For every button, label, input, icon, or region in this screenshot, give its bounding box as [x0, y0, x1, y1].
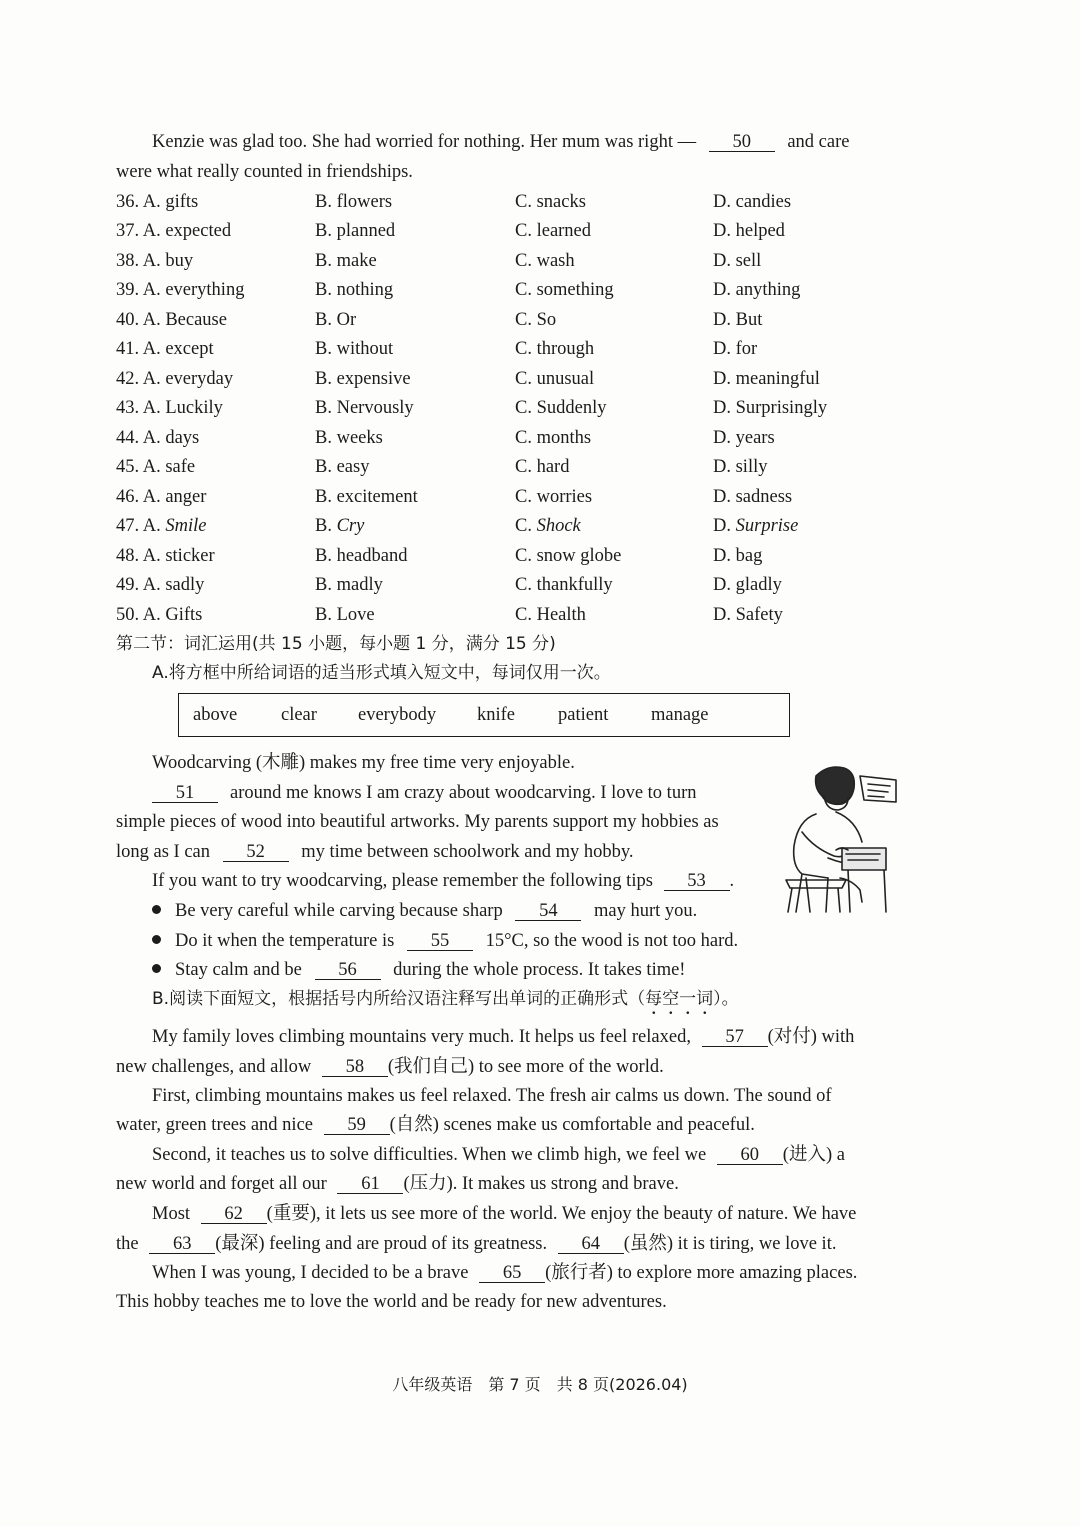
instruction-text: B.阅读下面短文，根据括号内所给汉语注释写出单词的正确形式（: [152, 989, 646, 1009]
option-b: B. headband: [315, 546, 408, 566]
option-d: D. Safety: [713, 605, 783, 625]
blank-60: 60: [717, 1146, 783, 1165]
passage-line: [116, 1172, 906, 1196]
passage-text: (压力). It makes us strong and brave.: [403, 1174, 679, 1194]
tip-text: during the whole process. It takes time!: [393, 960, 686, 980]
woodcarving-boy-illustration: [776, 762, 900, 914]
passage-text: new world and forget all our: [116, 1174, 327, 1194]
option-row: [116, 307, 916, 333]
option-number: 47. A.: [116, 516, 161, 536]
option-b: B. flowers: [315, 192, 393, 212]
tip-bullet: [152, 958, 942, 982]
blank-61: 61: [337, 1175, 403, 1194]
option-c: C. Suddenly: [515, 398, 607, 418]
blank-50: 50: [709, 133, 775, 152]
passage-text: Most: [152, 1204, 191, 1224]
option-c: C. So: [515, 310, 557, 330]
option-b: B. weeks: [315, 428, 383, 448]
passage-text: my time between schoolwork and my hobby.: [301, 842, 634, 862]
passage-line: simple pieces of wood into beautiful artworks. My parents support my hobbies as: [116, 812, 719, 832]
tip-bullet: [152, 929, 942, 953]
option-c: C. Health: [515, 605, 586, 625]
blank-55: 55: [407, 932, 473, 951]
option-row: [116, 366, 916, 392]
option-b: [315, 513, 364, 539]
option-d: D. candies: [713, 192, 792, 212]
option-b: B. make: [315, 251, 377, 271]
option-a: 37. A. expected: [116, 221, 232, 241]
option-d: [713, 513, 798, 539]
blank-53: 53: [664, 872, 730, 891]
passage-line: [152, 1202, 942, 1226]
passage-line: [116, 1113, 906, 1137]
option-word: Cry: [336, 516, 365, 536]
option-a: 42. A. everyday: [116, 369, 234, 389]
tip-text: Be very careful while carving because sharp: [175, 901, 503, 921]
passage-text: If you want to try woodcarving, please remember the following tips: [152, 871, 653, 891]
option-d: D. silly: [713, 457, 768, 477]
passage-text: .: [729, 871, 735, 891]
blank-58: 58: [322, 1058, 388, 1077]
instruction-text: ）。: [713, 989, 739, 1009]
part-a-instruction: A.将方框中所给词语的适当形式填入短文中，每词仅用一次。: [152, 663, 611, 683]
option-c: C. snow globe: [515, 546, 622, 566]
option-c: C. something: [515, 280, 614, 300]
option-d: D. for: [713, 339, 758, 359]
passage-text: Kenzie was glad too. She had worried for nothing. Her mum was right —: [152, 132, 697, 152]
option-b: B. madly: [315, 575, 383, 595]
option-c: C. learned: [515, 221, 592, 241]
blank-51: 51: [152, 784, 218, 803]
tip-text: may hurt you.: [593, 901, 698, 921]
option-d: D. anything: [713, 280, 801, 300]
box-word: clear: [281, 705, 317, 725]
option-b: B. Love: [315, 605, 375, 625]
option-row: [116, 454, 916, 480]
blank-52: 52: [223, 843, 289, 862]
option-d: D. sell: [713, 251, 762, 271]
option-c: C. thankfully: [515, 575, 613, 595]
blank-62: 62: [201, 1205, 267, 1224]
passage-text: long as I can: [116, 842, 211, 862]
option-b: B. nothing: [315, 280, 394, 300]
option-row: [116, 513, 916, 539]
passage-text: the: [116, 1234, 139, 1254]
tip-text: Do it when the temperature is: [175, 931, 395, 951]
passage-text: Second, it teaches us to solve difficulties. When we climb high, we feel we: [152, 1145, 707, 1165]
instruction-emphasis: 每空一词: [645, 989, 714, 1009]
option-word: Smile: [165, 516, 207, 536]
option-a: 48. A. sticker: [116, 546, 215, 566]
option-a: 45. A. safe: [116, 457, 196, 477]
option-a: 46. A. anger: [116, 487, 207, 507]
option-a: 44. A. days: [116, 428, 200, 448]
bullet-icon: [152, 964, 161, 973]
option-b: B. planned: [315, 221, 396, 241]
option-c: C. unusual: [515, 369, 595, 389]
blank-56: 56: [315, 961, 381, 980]
blank-65: 65: [479, 1264, 545, 1283]
passage-line: [152, 1261, 942, 1285]
passage-text: water, green trees and nice: [116, 1115, 313, 1135]
option-b: B. excitement: [315, 487, 418, 507]
blank-63: 63: [149, 1235, 215, 1254]
option-c: C. through: [515, 339, 595, 359]
blank-64: 64: [558, 1235, 624, 1254]
option-row: [116, 572, 916, 598]
option-row: [116, 395, 916, 421]
passage-text: (对付) with: [767, 1027, 855, 1047]
passage-text: (旅行者) to explore more amazing places.: [545, 1263, 858, 1283]
option-d: D. meaningful: [713, 369, 820, 389]
option-c: C. worries: [515, 487, 593, 507]
option-b: B. Nervously: [315, 398, 414, 418]
passage-line: [116, 1232, 906, 1256]
tip-text: 15°C, so the wood is not too hard.: [485, 931, 739, 951]
tip-text: Stay calm and be: [175, 960, 302, 980]
passage-text: and care: [787, 132, 850, 152]
option-d: D. sadness: [713, 487, 793, 507]
option-c: [515, 513, 581, 539]
passage-text: (进入) a: [782, 1145, 845, 1165]
word-box: [178, 693, 790, 737]
option-c: C. snacks: [515, 192, 586, 212]
passage-line: [152, 1025, 942, 1049]
passage-line: This hobby teaches me to love the world and be ready for new adventures.: [116, 1292, 667, 1312]
passage-text: (我们自己) to see more of the world.: [387, 1057, 664, 1077]
option-a: 40. A. Because: [116, 310, 227, 330]
section-heading: 第二节：词汇运用(共 15 小题，每小题 1 分，满分 15 分): [116, 634, 556, 654]
option-row: [116, 277, 916, 303]
passage-line: were what really counted in friendships.: [116, 162, 413, 182]
option-c: C. wash: [515, 251, 575, 271]
option-a: 39. A. everything: [116, 280, 245, 300]
option-word: Shock: [536, 516, 581, 536]
part-b-instruction: [152, 987, 942, 1019]
passage-text: My family loves climbing mountains very much. It helps us feel relaxed,: [152, 1027, 691, 1047]
option-b: B. expensive: [315, 369, 411, 389]
option-d: D. bag: [713, 546, 763, 566]
option-c: C. hard: [515, 457, 570, 477]
option-row: [116, 189, 916, 215]
option-d: D. years: [713, 428, 775, 448]
option-a: 49. A. sadly: [116, 575, 205, 595]
option-row: [116, 248, 916, 274]
option-c: C. months: [515, 428, 592, 448]
box-word: everybody: [358, 705, 437, 725]
page-footer: 八年级英语 第 7 页 共 8 页(2026.04): [392, 1375, 688, 1394]
option-word: Surprise: [735, 516, 799, 536]
blank-59: 59: [324, 1116, 390, 1135]
box-word: above: [193, 705, 238, 725]
option-a: 50. A. Gifts: [116, 605, 203, 625]
passage-text: (自然) scenes make us comfortable and peaceful.: [389, 1115, 755, 1135]
passage-text: (重要), it lets us see more of the world. We enjoy the beauty of nature. We have: [266, 1204, 857, 1224]
passage-line: [152, 1143, 942, 1167]
box-word: manage: [651, 705, 709, 725]
option-letter: D.: [713, 516, 731, 536]
passage-text: When I was young, I decided to be a brave: [152, 1263, 469, 1283]
passage-line: [152, 130, 942, 154]
option-d: D. Surprisingly: [713, 398, 828, 418]
passage-line: [116, 1055, 906, 1079]
option-row: [116, 425, 916, 451]
option-d: D. But: [713, 310, 763, 330]
bullet-icon: [152, 935, 161, 944]
option-row: [116, 602, 916, 628]
option-a: 41. A. except: [116, 339, 214, 359]
option-a: 43. A. Luckily: [116, 398, 223, 418]
box-word: patient: [558, 705, 609, 725]
option-row: [116, 336, 916, 362]
option-letter: B.: [315, 516, 332, 536]
passage-text: (最深) feeling and are proud of its greatness.: [215, 1234, 548, 1254]
passage-line: Woodcarving (木雕) makes my free time very enjoyable.: [152, 753, 575, 773]
option-a: 38. A. buy: [116, 251, 194, 271]
option-row: [116, 543, 916, 569]
option-b: B. easy: [315, 457, 370, 477]
passage-line: First, climbing mountains makes us feel relaxed. The fresh air calms us down. The sound of: [152, 1086, 832, 1106]
option-d: D. helped: [713, 221, 785, 241]
option-row: [116, 218, 916, 244]
option-d: D. gladly: [713, 575, 782, 595]
blank-57: 57: [702, 1028, 768, 1047]
option-letter: C.: [515, 516, 532, 536]
passage-text: new challenges, and allow: [116, 1057, 312, 1077]
option-a: [116, 513, 206, 539]
blank-54: 54: [515, 902, 581, 921]
option-b: B. without: [315, 339, 394, 359]
option-b: B. Or: [315, 310, 357, 330]
box-word: knife: [477, 705, 516, 725]
option-a: 36. A. gifts: [116, 192, 199, 212]
passage-text: around me knows I am crazy about woodcarving. I love to turn: [230, 783, 697, 803]
bullet-icon: [152, 905, 161, 914]
passage-text: (虽然) it is tiring, we love it.: [623, 1234, 837, 1254]
option-row: [116, 484, 916, 510]
